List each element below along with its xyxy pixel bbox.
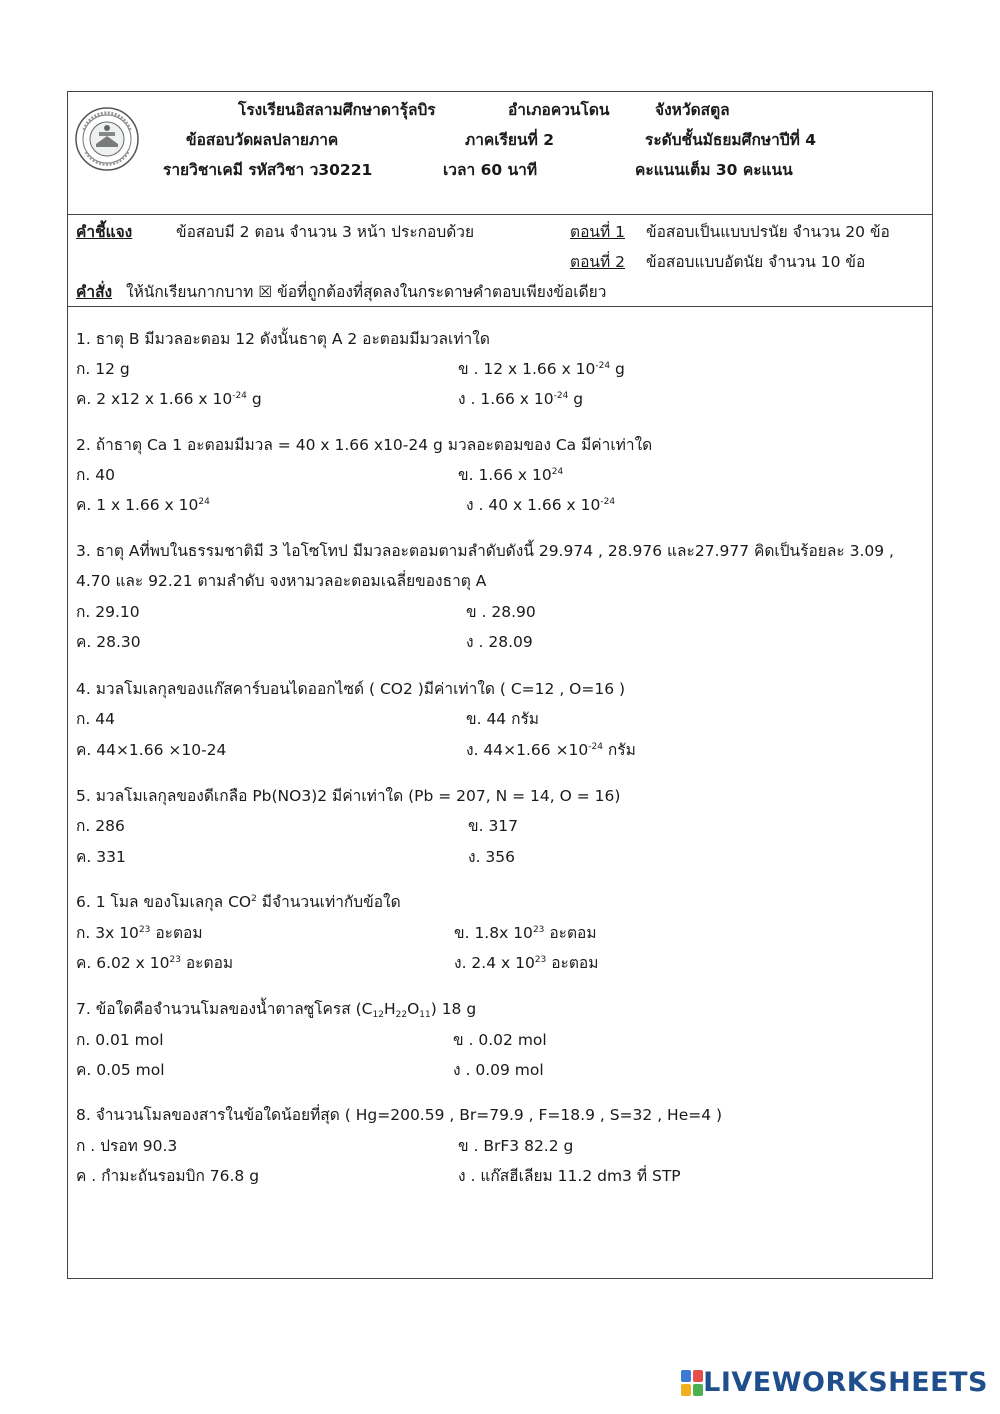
province: จังหวัดสตูล [655, 101, 730, 119]
q1-option-a: ก. 12 g [76, 360, 130, 378]
question-6: 6. 1 โมล ของโมเลกุล $CO^2$ มีจำนวนเท่ากับข้อใด [76, 893, 401, 911]
q8-option-c: ค . กำมะถันรอมบิก 76.8 g [76, 1167, 260, 1185]
semester: ภาคเรียนที่ 2 [465, 131, 554, 149]
q8-option-a: ก . ปรอท 90.3 [76, 1137, 178, 1155]
part1-text: ข้อสอบเป็นแบบปรนัย จำนวน 20 ข้อ [646, 223, 890, 241]
q7-option-a: ก. 0.01 mol [76, 1031, 164, 1049]
q3-option-b: ข . 28.90 [466, 603, 536, 621]
q8-option-b: ข . BrF3 82.2 g [458, 1137, 574, 1155]
q7-option-b: ข . 0.02 mol [453, 1031, 547, 1049]
q2-option-b: ข. 1.66 x $10^{24}$ [458, 466, 564, 484]
q3-option-c: ค. 28.30 [76, 633, 141, 651]
question-3-line2: 4.70 และ 92.21 ตามลำดับ จงหามวลอะตอมเฉลี่ยของธาตุ A [76, 572, 487, 590]
liveworksheets-brand: LIVEWORKSHEETS [703, 1367, 988, 1398]
district: อำเภอควนโดน [508, 101, 610, 119]
order-text: ให้นักเรียนกากบาท ☒ ข้อที่ถูกต้องที่สุดลงในกระดาษคำตอบเพียงข้อเดียว [126, 283, 607, 301]
liveworksheets-mark-icon [681, 1370, 703, 1396]
q4-option-a: ก. 44 [76, 710, 115, 728]
exam-type: ข้อสอบวัดผลปลายภาค [186, 131, 339, 149]
liveworksheets-logo [681, 1367, 988, 1398]
checkbox-x-icon: ☒ [258, 283, 273, 301]
question-7: 7. ข้อใดคือจำนวนโมลของน้ำตาลซูโครส $(C_{12}H_{22}O_{11})$ 18 g [76, 1000, 477, 1020]
instructions [68, 214, 932, 307]
question-2: 2. ถ้าธาตุ Ca 1 อะตอมมีมวล = 40 x 1.66 x10-24 g มวลอะตอมของ Ca มีค่าเท่าใด [76, 436, 653, 454]
question-1: 1. ธาตุ B มีมวลอะตอม 12 ดังนั้นธาตุ A 2 อะตอมมีมวลเท่าใด [76, 330, 490, 348]
order-label: คำสั่ง [76, 283, 113, 301]
instruction-text: ข้อสอบมี 2 ตอน จำนวน 3 หน้า ประกอบด้วย [176, 223, 475, 241]
q1-option-b: ข . 12 x 1.66 x $10^{-24}$ g [458, 360, 625, 378]
q7-option-c: ค. 0.05 mol [76, 1061, 165, 1079]
q4-option-b: ข. 44 กรัม [466, 710, 540, 728]
q5-option-a: ก. 286 [76, 817, 125, 835]
question-5: 5. มวลโมเลกุลของดีเกลือ Pb(NO3)2 มีค่าเท่าใด (Pb = 207, N = 14, O = 16) [76, 787, 621, 805]
subject: รายวิชาเคมี รหัสวิชา ว30221 [163, 161, 373, 179]
exam-header [68, 92, 932, 215]
part2-text: ข้อสอบแบบอัตนัย จำนวน 10 ข้อ [646, 253, 866, 271]
q7-option-d: ง . 0.09 mol [453, 1061, 544, 1079]
q5-option-d: ง. 356 [468, 848, 516, 866]
instruction-label: คำชี้แจง [76, 223, 133, 241]
q3-option-d: ง . 28.09 [466, 633, 533, 651]
q6-option-d: ง. 2.4 x $10^{23}$ อะตอม [454, 954, 599, 972]
part2-label: ตอนที่ 2 [570, 253, 625, 271]
grade-level: ระดับชั้นมัธยมศึกษาปีที่ 4 [645, 131, 817, 149]
q5-option-c: ค. 331 [76, 848, 126, 866]
exam-frame [67, 91, 933, 1279]
q2-option-c: ค. 1 x 1.66 x $10^{24}$ [76, 496, 210, 514]
q3-option-a: ก. 29.10 [76, 603, 140, 621]
school-name: โรงเรียนอิสลามศึกษาดารุ้ลบิร [238, 101, 436, 119]
q6-option-c: ค. 6.02 x $10^{23}$ อะตอม [76, 954, 234, 972]
question-3-line1: 3. ธาตุ Aที่พบในธรรมชาติมี 3 ไอโซโทป มีมวลอะตอมตามลำดับดังนี้ 29.974 , 28.976 และ27.977 คิดเป็นร้อยละ 3.09 , [76, 542, 894, 560]
q4-option-c: ค. 44×1.66 ×10-24 [76, 741, 227, 759]
q5-option-b: ข. 317 [468, 817, 519, 835]
question-4: 4. มวลโมเลกุลของแก๊สคาร์บอนไดออกไซด์ ( CO2 )มีค่าเท่าใด ( C=12 , O=16 ) [76, 680, 626, 698]
exam-time: เวลา 60 นาที [443, 161, 538, 179]
question-8: 8. จำนวนโมลของสารในข้อใดน้อยที่สุด ( Hg=200.59 , Br=79.9 , F=18.9 , S=32 , He=4 ) [76, 1106, 723, 1124]
q2-option-d: ง . 40 x 1.66 x $10^{-24}$ [466, 496, 616, 514]
q2-option-a: ก. 40 [76, 466, 115, 484]
full-score: คะแนนเต็ม 30 คะแนน [635, 161, 793, 179]
part1-label: ตอนที่ 1 [570, 223, 625, 241]
q1-option-d: ง . 1.66 x $10^{-24}$ g [458, 390, 584, 408]
q4-option-d: ง. $44\times 1.66 \times 10^{-24}$ กรัม [466, 741, 636, 759]
q8-option-d: ง . แก๊สฮีเลียม 11.2 dm3 ที่ STP [458, 1167, 681, 1185]
school-seal-icon [74, 106, 140, 172]
q1-option-c: ค. 2 x12 x 1.66 x $10^{-24}$ g [76, 390, 262, 408]
q6-option-b: ข. 1.8x $10^{23}$ อะตอม [454, 924, 597, 942]
q6-option-a: ก. 3x $10^{23}$ อะตอม [76, 924, 203, 942]
